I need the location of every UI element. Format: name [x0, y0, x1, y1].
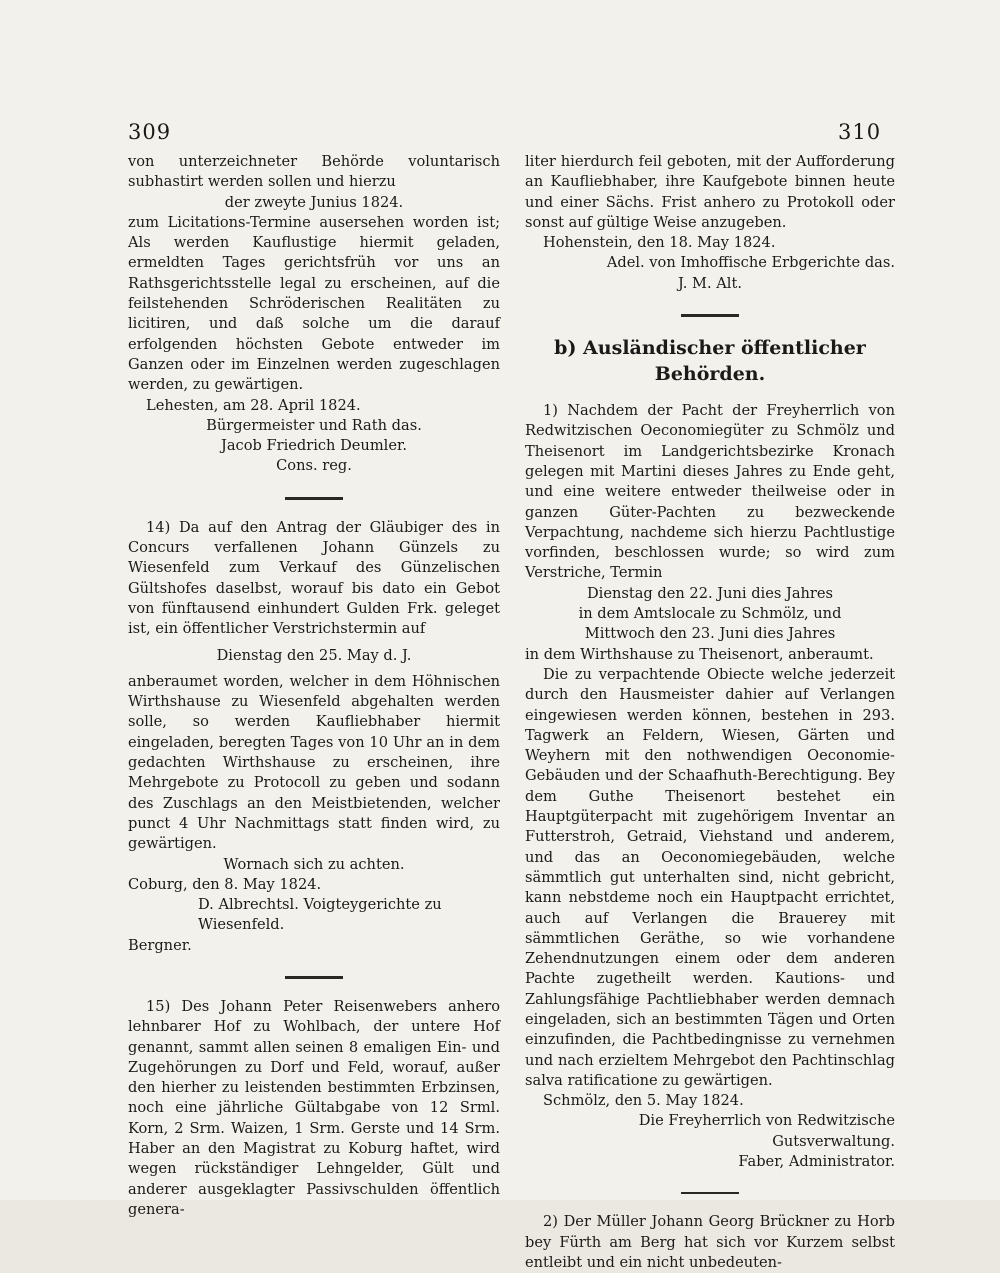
notice-authority: Adel. von Imhoffische Erbgerichte das.: [606, 254, 895, 272]
notice-1-place-date: Schmölz, den 5. May 1824.: [543, 1092, 744, 1110]
notice-14-place-date: Coburg, den 8. May 1824.: [128, 875, 322, 893]
section-divider: [285, 976, 343, 979]
notice-signatory: J. M. Alt.: [678, 274, 742, 292]
notice-2-text: 2) Der Müller Johann Georg Brückner zu Horb bey Fürth am Berg hat sich vor Kurzem selbst entleibt und ein nicht unbedeuten-: [525, 1213, 895, 1271]
notice-signatory: Jacob Friedrich Deumler.: [221, 437, 407, 455]
notice-14-text: 14) Da auf den Antrag der Gläubiger des in Concurs verfallenen Johann Günzels zu Wiesenfeld zum Verkauf des Günzelischen Gültshofes daselbst, worauf bis dato ein Gebot von fünftausend einhundert Gulden Frk. geleget ist, ein öffentlicher Verstrichstermin auf: [128, 518, 500, 638]
notice-1-date-3: Mittwoch den 23. Juni dies Jahres: [584, 625, 836, 643]
notice-text: liter hierdurch feil geboten, mit der Aufforderung an Kaufliebhaber, ihre Kaufgebote binnen heute und einer Sächs. Frist anhero zu Protokoll oder sonst auf gültige Weise anzugeben.: [525, 153, 895, 231]
page-number-left: 309: [128, 120, 172, 144]
section-divider: [681, 1192, 739, 1194]
notice-signatory-role: Cons. reg.: [276, 457, 352, 475]
left-column: [128, 152, 500, 1220]
notice-1-date-2: in dem Amtslocale zu Schmölz, und: [578, 605, 842, 623]
section-heading: b) Ausländischer öffentlicher Behörden.: [554, 337, 866, 386]
notice-14-text-cont: anberaumet worden, welcher in dem Höhnischen Wirthshause zu Wiesenfeld abgehalten werden solle, so werden Kaufliebhaber hiermit eingeladen, beregten Tages von 10 Uhr an in dem gedachten Wirthshause zu erscheinen, ihre Mehrgebote zu Protocoll zu geben und sodann des Zuschlags an den Meistbietenden, welcher punct 4 Uhr Nachmittags statt finden wird, zu gewärtigen.: [128, 672, 500, 853]
right-column: [525, 152, 895, 1273]
notice-14-authority: D. Albrechtsl. Voigteygerichte zu Wiesenfeld.: [198, 896, 442, 934]
notice-authority: Bürgermeister und Rath das.: [206, 416, 422, 434]
page-number-right: 310: [838, 120, 882, 144]
notice-1-text-cont: Die zu verpachtende Obiecte welche jederzeit durch den Hausmeister dahier auf Verlangen eingewiesen werden können, bestehen in 293. Tagwerk an Feldern, Wiesen, Gärten und Weyhern mit den nothwendigen Oeconomie-Gebäuden und der Schaafhuth-Berechtigung. Bey dem Guthe Theisenort bestehet ein Hauptgüterpacht mit zugehörigem Inventar an Futterstroh, Getraid, Viehstand und anderem, und das an Oeconomiegebäuden, welche sämmtlich gut unterhalten sind, nicht gebricht, kann nebstdeme noch ein Hauptpacht errichtet, auch auf Verlangen die Brauerey mit sämmtlichen Geräthe, so wie vorhandene Zehendnutzungen einem oder dem anderen Pachte zugetheilt werden. Kautions- und Zahlungsfähige Pachtliebhaber werden demnach eingeladen, sich an bestimmten Tägen und Orten einzufinden, die Pachtbedingnisse zu vernehmen und nach erzieltem Mehrgebot den Pachtinschlag salva ratificatione zu gewärtigen.: [525, 665, 895, 1089]
notice-14-signatory: Bergner.: [128, 936, 192, 954]
section-divider: [285, 497, 343, 500]
notice-date-line: der zweyte Junius 1824.: [224, 193, 404, 211]
notice-1-authority: Die Freyherrlich von Redwitzische Gutsverwaltung.: [638, 1112, 895, 1150]
notice-place-date: Hohenstein, den 18. May 1824.: [543, 234, 776, 252]
notice-14-date: Dienstag den 25. May d. J.: [216, 646, 412, 664]
notice-place-date: Lehesten, am 28. April 1824.: [146, 396, 361, 414]
notice-15-text: 15) Des Johann Peter Reisenwebers anhero lehnbarer Hof zu Wohlbach, der untere Hof genannt, sammt allen seinen 8 emaligen Ein- und Zugehörungen zu Dorf und Feld, worauf, außer den hierher zu leistenden bestimmten Erbzinsen, noch eine jährliche Gültabgabe von 12 Srml. Korn, 2 Srm. Waizen, 1 Srm. Gerste und 14 Srm. Haber an den Magistrat zu Koburg haftet, wird wegen rückständiger Lehngelder, Gült und anderer ausgeklagter Passivschulden öffentlich genera-: [128, 997, 500, 1218]
notice-1-date-4: in dem Wirthshause zu Theisenort, anberaumt.: [525, 645, 874, 663]
notice-1-signatory: Faber, Administrator.: [738, 1153, 895, 1171]
notice-text: zum Licitations-Termine ausersehen worden ist; Als werden Kauflustige hiermit geladen, ermeldten Tages gerichtsfrüh vor uns an Rathsgerichtsstelle legal zu erscheinen, auf die feilstehenden Schröderischen Realitäten zu licitiren, und daß solche um die darauf erfolgenden höchsten Gebote entweder im Ganzen oder im Einzelnen werden zugeschlagen werden, zu gewärtigen.: [128, 213, 500, 394]
section-divider: [681, 314, 739, 317]
notice-1-date-1: Dienstag den 22. Juni dies Jahres: [586, 584, 834, 602]
notice-1-text: 1) Nachdem der Pacht der Freyherrlich von Redwitzischen Oeconomiegüter zu Schmölz und Theisenort im Landgerichtsbezirke Kronach gelegen mit Martini dieses Jahres zu Ende geht, und eine weitere entweder theilweise oder in ganzen Güter-Pachten zu bezweckende Verpachtung, nachdeme sich hierzu Pachtlustige vorfinden, beschlossen wurde; so wird zum Verstriche, Termin: [525, 402, 895, 582]
notice-14-closing: Wornach sich zu achten.: [223, 855, 405, 873]
notice-text: von unterzeichneter Behörde voluntarisch subhastirt werden sollen und hierzu: [128, 153, 500, 191]
